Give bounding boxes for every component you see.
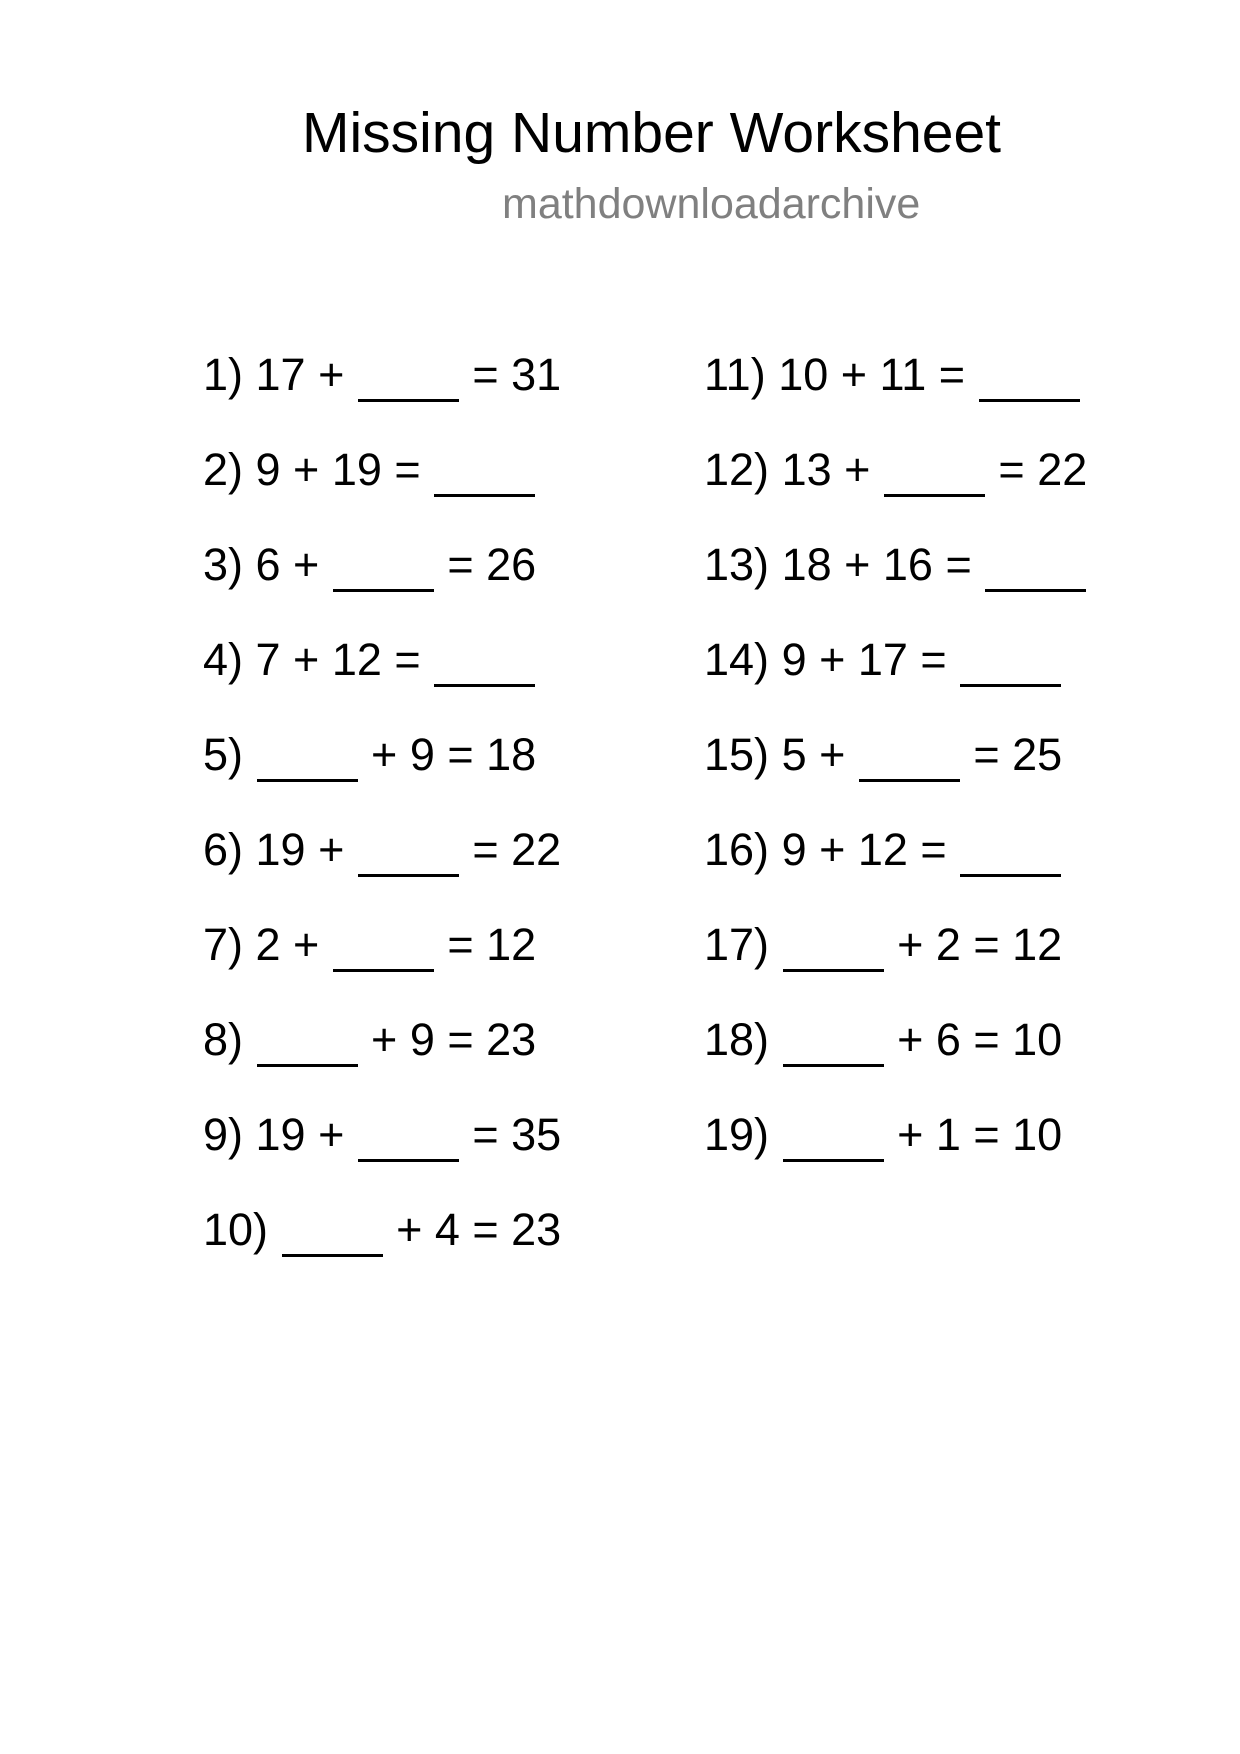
problem-number: 8) [203,1014,244,1065]
answer-blank[interactable] [282,1251,383,1257]
problem-right-side: + 1 = 10 [884,1109,1063,1160]
answer-blank[interactable] [979,396,1080,402]
problem-number: 11) [704,349,766,400]
problem-item [704,444,1087,496]
problem-left-side: 18 + 16 = [781,539,985,590]
problem-right-side: = 22 [985,444,1088,495]
problem-left-side: 19 + [255,1109,357,1160]
problem-item [203,1204,561,1256]
problem-right-side: = 25 [960,729,1063,780]
problem-item [203,444,536,496]
answer-blank[interactable] [434,681,535,687]
problem-item [203,539,536,591]
problem-left-side: 5 + [781,729,858,780]
answer-blank[interactable] [257,1061,358,1067]
answer-blank[interactable] [783,966,884,972]
problem-item [203,919,536,971]
problem-number: 18) [704,1014,770,1065]
answer-blank[interactable] [960,681,1061,687]
answer-blank[interactable] [859,776,960,782]
problem-left-side: 17 + [255,349,357,400]
problem-number: 15) [704,729,770,780]
problem-right-side: = 12 [434,919,537,970]
problem-left-side: 6 + [255,539,332,590]
problem-left-side: 9 + 19 = [255,444,434,495]
problem-number: 5) [203,729,244,780]
answer-blank[interactable] [333,586,434,592]
problem-item [203,1109,561,1161]
problem-number: 16) [704,824,770,875]
problem-number: 2) [203,444,244,495]
worksheet-source: mathdownloadarchive [502,180,921,228]
answer-blank[interactable] [985,586,1086,592]
problem-right-side: + 4 = 23 [383,1204,562,1255]
problem-number: 9) [203,1109,244,1160]
problem-number: 19) [704,1109,770,1160]
problem-left-side: 9 + 12 = [781,824,960,875]
problem-item [704,729,1062,781]
problem-right-side: + 2 = 12 [884,919,1063,970]
answer-blank[interactable] [358,871,459,877]
answer-blank[interactable] [884,491,985,497]
problem-number: 3) [203,539,244,590]
problem-left-side: 10 + 11 = [778,349,978,400]
problem-number: 10) [203,1204,269,1255]
answer-blank[interactable] [783,1156,884,1162]
problem-right-side: + 6 = 10 [884,1014,1063,1065]
answer-blank[interactable] [358,396,459,402]
problem-number: 14) [704,634,770,685]
problem-number: 7) [203,919,244,970]
problem-left-side: 2 + [255,919,332,970]
problem-number: 1) [203,349,244,400]
problem-item [203,1014,536,1066]
worksheet-title: Missing Number Worksheet [302,101,1002,165]
problem-left-side: 19 + [255,824,357,875]
problem-item [704,634,1062,686]
problem-number: 17) [704,919,770,970]
problem-left-side: 13 + [781,444,883,495]
problem-right-side: = 22 [459,824,562,875]
answer-blank[interactable] [783,1061,884,1067]
problem-left-side: 7 + 12 = [255,634,434,685]
problem-item [704,349,1081,401]
problem-item [203,634,536,686]
problem-number: 12) [704,444,770,495]
problem-number: 13) [704,539,770,590]
problem-right-side: = 31 [459,349,562,400]
problem-item [203,729,536,781]
answer-blank[interactable] [960,871,1061,877]
problem-item [704,919,1062,971]
problem-right-side: + 9 = 18 [358,729,537,780]
problem-left-side: 9 + 17 = [781,634,960,685]
problem-item [704,539,1087,591]
answer-blank[interactable] [333,966,434,972]
problem-number: 4) [203,634,244,685]
problem-item [704,1014,1062,1066]
problem-right-side: = 26 [434,539,537,590]
problem-item [704,824,1062,876]
problem-right-side: + 9 = 23 [358,1014,537,1065]
problem-right-side: = 35 [459,1109,562,1160]
problem-item [203,824,561,876]
problem-item [203,349,561,401]
answer-blank[interactable] [358,1156,459,1162]
answer-blank[interactable] [257,776,358,782]
problem-number: 6) [203,824,244,875]
problem-item [704,1109,1062,1161]
answer-blank[interactable] [434,491,535,497]
